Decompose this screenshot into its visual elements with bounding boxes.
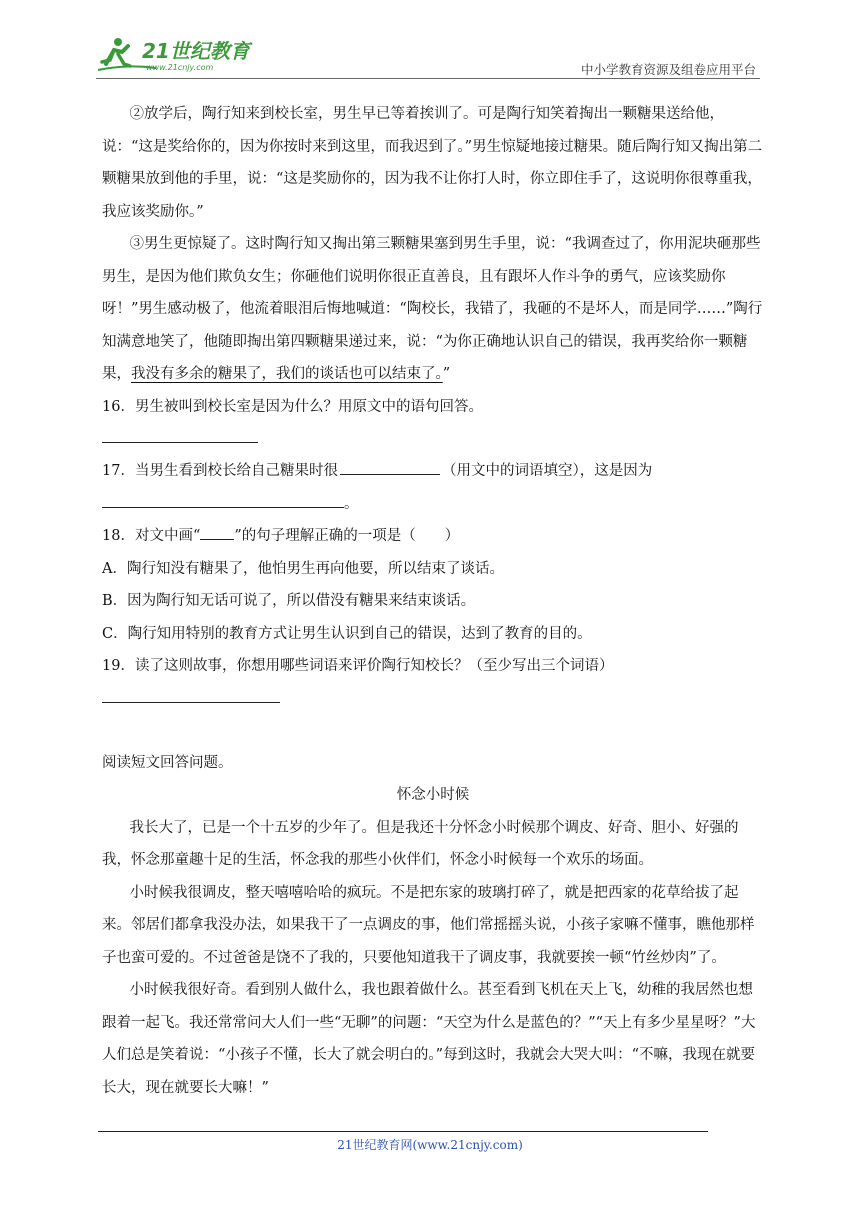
svg-text:21世纪教育: 21世纪教育	[142, 39, 250, 63]
question-17-end: 。	[344, 495, 359, 512]
answer-17-reason-row	[102, 488, 764, 521]
platform-name: 中小学教育资源及组卷应用平台	[580, 62, 756, 77]
passage2-paragraph: 小时候我很好奇。看到别人做什么，我也跟着做什么。甚至看到飞机在天上飞，幼稚的我居然也想跟着一起飞。我还常常问大人们一些“无聊”的问题：“天空为什么是蓝色的？”“天上有多少星星呀？”大人们总是笑着说：“小孩子不懂，长大了就会明白的。”每到这时，我就会大哭大叫：“不嘛，我现在就要长大，现在就要长大嘛！”	[102, 982, 756, 1096]
passage1-paragraph-2: ②放学后，陶行知来到校长室，男生早已等着挨训了。可是陶行知笑着掏出一颗糖果送给他，说：“这是奖给你的，因为你按时来到这里，而我迟到了。”男生惊疑地接过糖果。随后陶行知又掏出第二颗糖果放到他的手里，说：“这是奖励你的，因为我不让你打人时，你立即住手了，这说明你很尊重我，我应该奖励你。”	[102, 106, 763, 220]
spacer	[102, 715, 764, 747]
paragraph-3-text: ③男生更惊疑了。这时陶行知又掏出第三颗糖果塞到男生手里，说：“我调查过了，你用泥块砸那些男生，是因为他们欺负女生；你砸他们说明你很正直善良，且有跟坏人作斗争的勇气，应该奖励你呀！”男生感动极了，他流着眼泪后悔地喊道：“陶校长，我错了，我砸的不是坏人，而是同学……”陶行知满意地笑了，他随即掏出第四颗糖果递过来，说：“为你正确地认识自己的错误，我再奖给你一颗糖果，	[102, 236, 763, 382]
answer-17-reason-line[interactable]	[102, 489, 344, 508]
footer-divider	[98, 1131, 708, 1132]
answer-19-line-row	[102, 683, 764, 715]
question-18	[102, 520, 764, 553]
question-16: 16．男生被叫到校长室是因为什么？用原文中的语句回答。	[102, 398, 483, 415]
svg-text:www.21cnjy.com: www.21cnjy.com	[146, 63, 214, 72]
question-18-text-a: 18．对文中画“	[102, 528, 201, 544]
answer-17-blank[interactable]	[340, 458, 440, 475]
question-17-text-b: （用文中的词语填空），这是因为	[441, 463, 653, 479]
passage1-paragraph-3	[102, 228, 764, 391]
option-b[interactable]: B．因为陶行知无话可说了，所以借没有糖果来结束谈话。	[102, 593, 476, 609]
underlined-sentence: 我没有多余的糖果了，我们的谈话也可以结束了。	[131, 366, 443, 382]
header-divider	[96, 78, 760, 79]
passage2-title: 怀念小时候	[396, 787, 470, 803]
closing-quote: ”	[442, 366, 451, 382]
option-c[interactable]: C．陶行知用特别的教育方式让男生认识到自己的错误，达到了教育的目的。	[102, 625, 592, 642]
question-19: 19．读了这则故事，你想用哪些词语来评价陶行知校长？（至少写出三个词语）	[102, 658, 614, 674]
answer-16-line-row	[102, 423, 764, 455]
site-logo	[96, 34, 266, 76]
question-17	[102, 455, 764, 488]
passage2-paragraph: 我长大了，已是一个十五岁的少年了。但是我还十分怀念小时候那个调皮、好奇、胆小、好强的我，怀念那童趣十足的生活，怀念我的那些小伙伴们，怀念小时候每一个欢乐的场面。	[102, 819, 739, 868]
passage2-paragraph: 小时候我很调皮，整天嘻嘻哈哈的疯玩。不是把东家的玻璃打碎了，就是把西家的花草给拔了起来。邻居们都拿我没办法，如果我干了一点调皮的事，他们常摇摇头说，小孩子家嘛不懂事，瞧他那样子也蛮可爱的。不过爸爸是饶不了我的，只要他知道我干了调皮事，我就要挨一顿“竹丝炒肉”了。	[102, 884, 755, 966]
question-17-text-a: 17．当男生看到校长给自己糖果时很	[102, 463, 338, 479]
answer-19-line[interactable]	[102, 684, 280, 703]
question-18-text-b: ”的句子理解正确的一项是（ ）	[234, 528, 460, 544]
option-a[interactable]: A．陶行知没有糖果了，他怕男生再向他要，所以结束了谈话。	[102, 560, 504, 577]
underline-marker	[200, 525, 234, 540]
answer-16-line[interactable]	[102, 424, 258, 443]
page-header	[96, 34, 760, 80]
document-body	[102, 98, 764, 1104]
footer-link[interactable]: 21世纪教育网(www.21cnjy.com)	[337, 1138, 523, 1152]
reading-instruction: 阅读短文回答问题。	[102, 754, 233, 771]
